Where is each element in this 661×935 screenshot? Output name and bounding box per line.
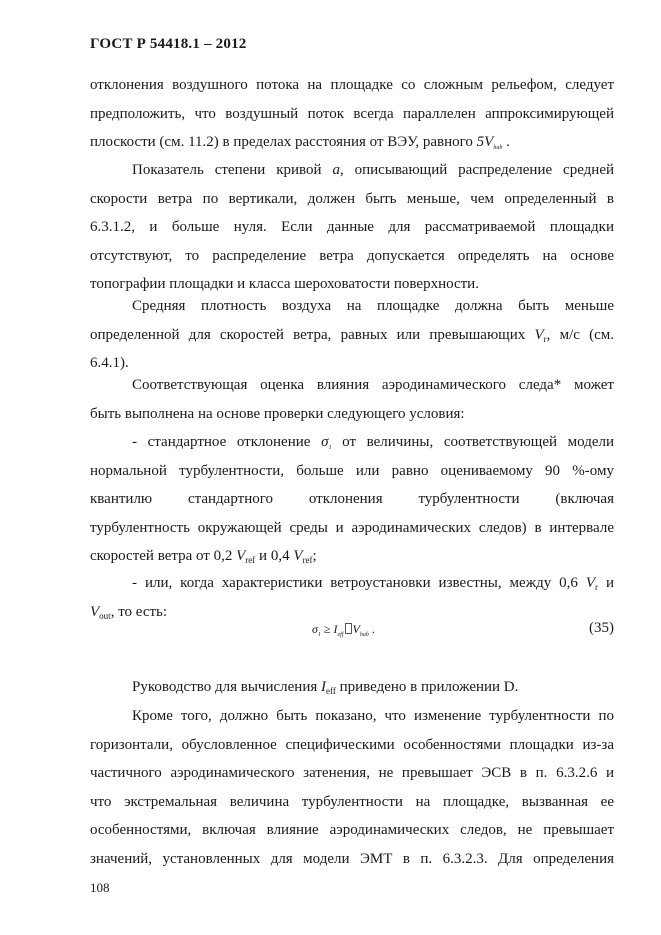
- paragraph-known-turbine: [90, 569, 614, 626]
- text-line: отклонения воздушного потока на площадке со сложным рельефом, следует: [90, 77, 614, 93]
- document-header: ГОСТ Р 54418.1 – 2012: [90, 36, 247, 52]
- variable-v: V: [236, 548, 246, 564]
- variable-v: V: [484, 134, 494, 150]
- subscript: r: [595, 582, 599, 592]
- relation-symbol: ≥: [323, 622, 331, 636]
- text-line: скорости ветра по вертикали, должен быть меньше, чем определенный в: [90, 190, 614, 207]
- paragraph-turbulence-variation: [90, 702, 614, 873]
- text-line: особенностями, включая влияние аэродинамических следов, не превышает: [90, 822, 614, 838]
- subscript: 1: [328, 445, 332, 451]
- text-line: Средняя плотность воздуха на площадке должна быть меньше: [132, 298, 614, 314]
- punctuation: .: [506, 134, 510, 150]
- text-fragment: и: [605, 575, 615, 591]
- text-line: [90, 128, 614, 157]
- text-line: значений, установленных для модели ЭМТ в п. 6.3.2.3. Для определения: [90, 850, 614, 867]
- subscript: eff: [337, 632, 344, 638]
- coefficient: 5: [476, 134, 485, 150]
- text-fragment: , то есть:: [110, 603, 168, 620]
- text-line: турбулентность окружающей среды и аэродинамических следов) в интервале: [90, 519, 614, 536]
- paragraph-air-density: [90, 292, 614, 378]
- text-line: [90, 569, 614, 598]
- variable-a: a: [332, 162, 340, 178]
- text-line: быть выполнена на основе проверки следующего условия:: [90, 405, 465, 422]
- text-fragment: скоростей ветра от 0,2: [90, 548, 233, 564]
- variable-sigma: σ: [312, 622, 318, 636]
- paragraph-exponent: [90, 156, 614, 299]
- variable-sigma: σ: [321, 434, 329, 450]
- text-fragment: - или, когда характеристики ветроустановки известны, между 0,6: [132, 575, 578, 591]
- punctuation: .: [371, 622, 375, 636]
- equation-number: (35): [589, 620, 614, 636]
- paragraph-std-deviation: [90, 428, 614, 571]
- text-line: отсутствуют, то распределение ветра допускается определять на основе: [90, 247, 614, 264]
- paragraph-continuation: [90, 71, 614, 157]
- subscript: 1: [317, 632, 321, 638]
- subscript: out: [99, 610, 111, 621]
- text-line: горизонтали, обусловленное специфическими особенностями площадки из-за: [90, 736, 614, 753]
- text-fragment: и 0,4: [259, 548, 290, 564]
- text-line: [90, 542, 614, 571]
- subscript: eff: [326, 686, 336, 696]
- subscript: hub: [493, 145, 503, 151]
- text-line: [90, 321, 614, 350]
- text-line: квантилю стандартного отклонения турбулентности (включая: [90, 491, 614, 507]
- text-line: предположить, что воздушный поток всегда параллелен аппроксимирующей: [90, 105, 614, 122]
- text-fragment: - стандартное отклонение: [132, 434, 311, 450]
- text-line: 6.4.1).: [90, 355, 129, 371]
- variable-v: V: [352, 622, 360, 636]
- text-fragment: определенной для скоростей ветра, равных или превышающих: [90, 326, 526, 343]
- variable-v: V: [90, 603, 100, 620]
- equation-35: [0, 620, 661, 644]
- text-fragment: , м/с (см.: [546, 326, 615, 343]
- variable-v: V: [293, 548, 303, 564]
- subscript: ref: [245, 555, 256, 565]
- text-fragment: , описывающий распределение средней: [339, 162, 615, 178]
- paragraph-wake-assessment: [90, 371, 614, 428]
- punctuation: ;: [312, 548, 317, 564]
- text-line: [90, 156, 614, 185]
- text-fragment: Показатель степени кривой: [132, 162, 322, 178]
- variable-v: V: [585, 575, 596, 591]
- equation-expression: [312, 622, 375, 637]
- text-fragment: от величины, соответствующей модели: [342, 434, 615, 450]
- paragraph-ieff-guide: [90, 673, 614, 702]
- text-line: нормальной турбулентности, больше или равно оцениваемому 90 %-ому: [90, 462, 614, 479]
- text-fragment: приведено в приложении D.: [339, 679, 519, 695]
- text-line: что экстремальная величина турбулентности на площадке, вызванная ее: [90, 793, 614, 810]
- variable-v: V: [534, 326, 544, 343]
- text-fragment: плоскости (см. 11.2) в пределах расстояния от ВЭУ, равного: [90, 134, 473, 150]
- text-line: частичного аэродинамического затенения, не превышает ЭСВ в п. 6.3.2.6 и: [90, 765, 614, 781]
- text-line: [90, 428, 614, 457]
- text-line: 6.3.1.2, и больше нуля. Если данные для рассматриваемой площадки: [90, 219, 614, 235]
- subscript: ref: [302, 555, 313, 565]
- text-line: [90, 673, 614, 702]
- text-line: топографии площадки и класса шероховатости поверхности.: [90, 276, 479, 292]
- text-line: Соответствующая оценка влияния аэродинамического следа* может: [132, 377, 614, 393]
- text-fragment: Руководство для вычисления: [132, 679, 318, 695]
- missing-glyph-box: [345, 623, 352, 634]
- text-line: Кроме того, должно быть показано, что изменение турбулентности по: [132, 708, 614, 724]
- page-number: 108: [90, 880, 110, 895]
- subscript: hub: [359, 632, 369, 638]
- variable-i: I: [321, 679, 326, 695]
- subscript: r: [543, 333, 547, 344]
- variable-i: I: [333, 622, 338, 636]
